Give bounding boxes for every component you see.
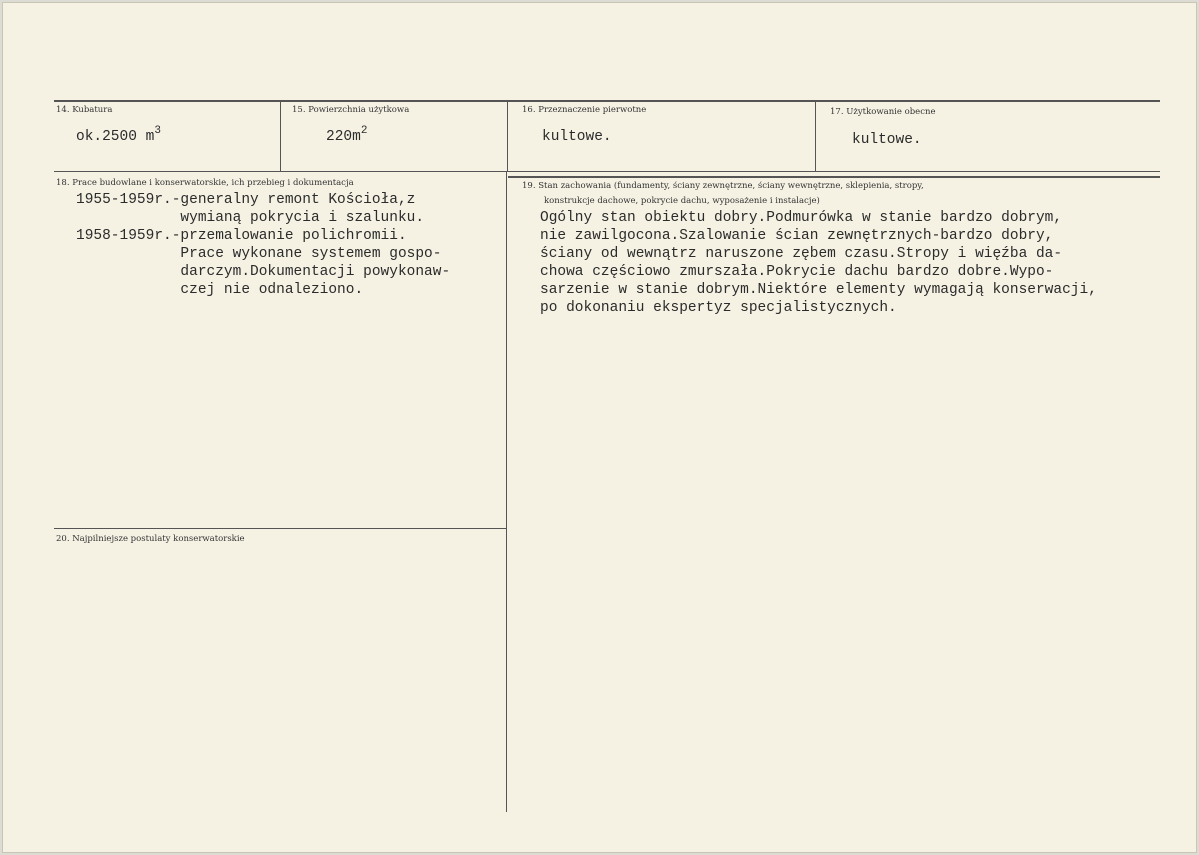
divider-16-17 xyxy=(815,100,816,171)
field-19-line: chowa częściowo zmurszała.Pokrycie dachu bardzo dobre.Wypo- xyxy=(540,264,1054,280)
field-19-line: ściany od wewnątrz naruszone zębem czasu.Stropy i więźba da- xyxy=(540,246,1063,262)
field-16-value: kultowe. xyxy=(542,129,612,145)
field-18-line: wymianą pokrycia i szalunku. xyxy=(76,210,425,226)
field-17-label: 17. Użytkowanie obecne xyxy=(830,107,936,117)
field-14-number: ok.2500 m xyxy=(76,129,155,145)
field-15-label: 15. Powierzchnia użytkowa xyxy=(292,105,410,115)
field-14-value xyxy=(76,122,161,146)
field-18-text xyxy=(76,191,450,299)
field-16-label: 16. Przeznaczenie pierwotne xyxy=(522,105,647,115)
field-19-line: po dokonaniu ekspertyz specjalistycznych. xyxy=(540,300,897,316)
field-15-number: 220m xyxy=(326,129,361,145)
field-19-line: Ogólny stan obiektu dobry.Podmurówka w stanie bardzo dobrym, xyxy=(540,210,1063,226)
field-17-value: kultowe. xyxy=(852,132,922,148)
field-18-line: 1958-1959r.-przemalowanie polichromii. xyxy=(76,228,407,244)
inventory-card xyxy=(2,2,1197,853)
divider-18-19 xyxy=(506,172,507,812)
field-18-line: Prace wykonane systemem gospo- xyxy=(76,246,442,262)
field-19-line: sarzenie w stanie dobrym.Niektóre elementy wymagają konserwacji, xyxy=(540,282,1097,298)
field-19-text xyxy=(540,209,1097,317)
field-19-label-continued: konstrukcje dachowe, pokrycie dachu, wyposażenie i instalacje) xyxy=(544,196,820,206)
row1-bottom-rule xyxy=(54,171,1160,172)
field-15-unit-exponent: 2 xyxy=(360,125,368,137)
field-19-label: 19. Stan zachowania (fundamenty, ściany zewnętrzne, ściany wewnętrzne, sklepienia, stropy, xyxy=(522,181,924,191)
top-rule xyxy=(54,100,1160,102)
field-18-line: 1955-1959r.-generalny remont Kościoła,z xyxy=(76,192,416,208)
field-18-line: darczym.Dokumentacji powykonaw- xyxy=(76,264,451,280)
field-18-line: czej nie odnaleziono. xyxy=(76,282,364,298)
field-14-unit-exponent: 3 xyxy=(154,125,161,137)
divider-15-16 xyxy=(507,100,508,171)
row2-top-rule xyxy=(508,176,1160,178)
field-14-label: 14. Kubatura xyxy=(56,105,113,115)
field-15-value xyxy=(326,122,367,146)
divider-14-15 xyxy=(280,100,281,171)
field-19-line: nie zawilgocona.Szalowanie ścian zewnętrznych-bardzo dobry, xyxy=(540,228,1054,244)
field-20-label: 20. Najpilniejsze postulaty konserwatorskie xyxy=(56,534,245,544)
field-18-label: 18. Prace budowlane i konserwatorskie, ich przebieg i dokumentacja xyxy=(56,178,354,188)
field20-top-rule xyxy=(54,528,506,529)
